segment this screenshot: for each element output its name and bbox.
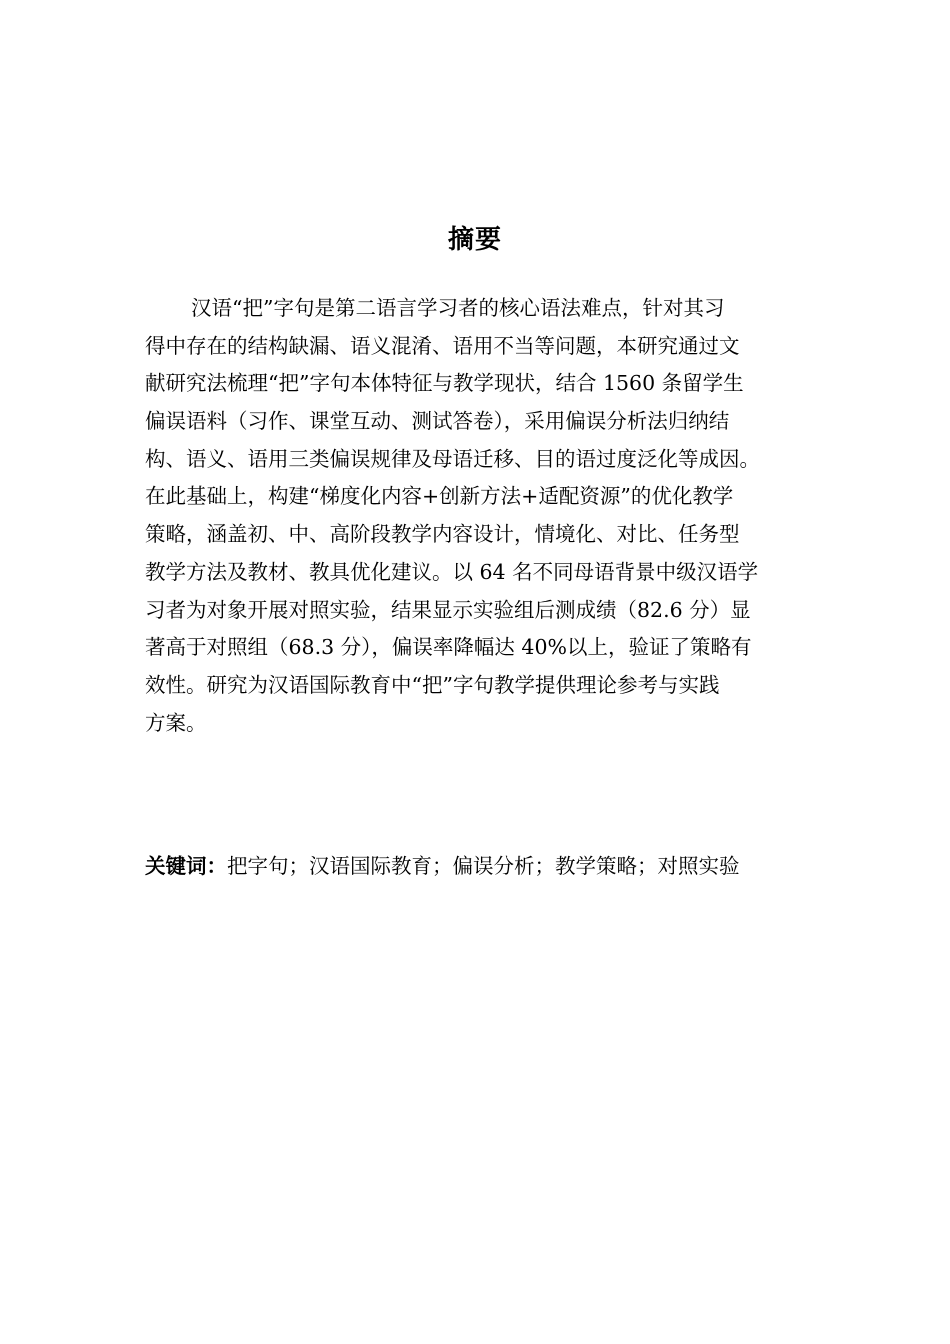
abstract-title: 摘要 (447, 225, 502, 255)
keywords (145, 848, 845, 884)
abstract-line: 效性。研究为汉语国际教育中“把”字句教学提供理论参考与实践 (145, 672, 720, 697)
abstract-line: 教学方法及教材、教具优化建议。以 64 名不同母语背景中级汉语学 (145, 559, 759, 584)
abstract-line: 献研究法梳理“把”字句本体特征与教学现状，结合 1560 条留学生 (145, 371, 744, 396)
abstract-body (145, 290, 809, 742)
abstract-line: 得中存在的结构缺漏、语义混淆、语用不当等问题，本研究通过文 (145, 333, 740, 358)
abstract-line: 习者为对象开展对照实验，结果显示实验组后测成绩（82.6 分）显 (145, 597, 751, 622)
abstract-line: 著高于对照组（68.3 分），偏误率降幅达 40%以上，验证了策略有 (145, 635, 752, 660)
abstract-line: 偏误语料（习作、课堂互动、测试答卷），采用偏误分析法归纳结 (145, 409, 730, 434)
abstract-line: 构、语义、语用三类偏误规律及母语迁移、目的语过度泛化等成因。 (145, 446, 760, 471)
keywords-label: 关键词： (145, 854, 227, 878)
abstract-line: 汉语“把”字句是第二语言学习者的核心语法难点，针对其习 (191, 296, 725, 320)
keywords-text: 把字句；汉语国际教育；偏误分析；教学策略；对照实验 (227, 854, 740, 878)
abstract-line: 在此基础上，构建“梯度化内容+创新方法+适配资源”的优化教学 (145, 484, 734, 509)
abstract-line: 方案。 (145, 710, 207, 735)
abstract-line: 策略，涵盖初、中、高阶段教学内容设计，情境化、对比、任务型 (145, 522, 740, 547)
